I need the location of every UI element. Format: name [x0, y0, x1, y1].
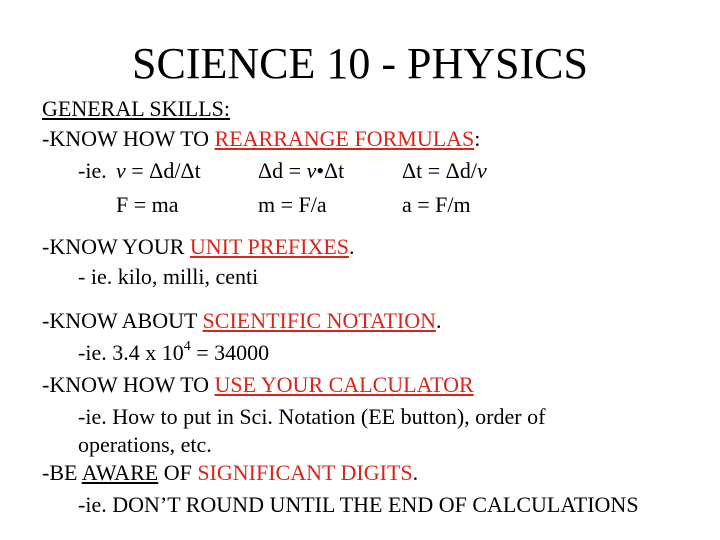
calculator-example-line1: -ie. How to put in Sci. Notation (EE button), order of — [78, 404, 546, 429]
scientific-notation-item — [42, 308, 442, 334]
formula-time-left: Δt = Δd/ — [402, 158, 477, 183]
digits-suffix: . — [412, 460, 419, 485]
unit-prefixes-example: - ie. kilo, milli, centi — [78, 264, 259, 289]
formula-distance-rest: •Δt — [316, 158, 345, 183]
digits-aware: AWARE — [81, 460, 159, 485]
scientific-example-rest: = 34000 — [190, 340, 270, 365]
formula-mass: m = F/a — [258, 192, 327, 217]
significant-digits-example: -ie. DON’T ROUND UNTIL THE END OF CALCULATIONS — [78, 492, 639, 517]
significant-digits-item — [42, 460, 418, 486]
formula-distance-v: v — [306, 158, 317, 183]
rearrange-highlight: REARRANGE FORMULAS — [214, 126, 475, 151]
digits-highlight: SIGNIFICANT DIGITS — [197, 460, 413, 485]
formula-velocity-rest: = Δd/Δt — [125, 158, 201, 183]
calculator-example-line2: operations, etc. — [78, 432, 212, 457]
rearrange-formulas-item — [42, 126, 480, 152]
unit-prefixes-item — [42, 234, 355, 260]
rearrange-prefix: -KNOW HOW TO — [42, 126, 215, 151]
rearrange-suffix: : — [474, 126, 481, 151]
rearrange-ie-label: -ie. — [78, 158, 107, 183]
formula-distance — [258, 158, 344, 184]
formula-force: F = ma — [116, 192, 179, 217]
formula-velocity — [116, 158, 201, 184]
formula-time-v: v — [476, 158, 487, 183]
scientific-suffix: . — [436, 308, 442, 333]
calculator-prefix: -KNOW HOW TO — [42, 372, 215, 397]
calculator-item — [42, 372, 474, 398]
scientific-example-exponent: 4 — [183, 338, 191, 354]
formula-velocity-v: v — [116, 158, 126, 183]
general-skills-heading: GENERAL SKILLS: — [42, 96, 231, 121]
scientific-example-base: -ie. 3.4 x 10 — [78, 340, 184, 365]
slide-title: SCIENCE 10 - PHYSICS — [132, 39, 588, 88]
formula-time — [402, 158, 487, 184]
digits-prefix: -BE — [42, 460, 82, 485]
prefixes-suffix: . — [349, 234, 355, 259]
scientific-highlight: SCIENTIFIC NOTATION — [202, 308, 437, 333]
formula-distance-left: Δd = — [258, 158, 307, 183]
calculator-highlight: USE YOUR CALCULATOR — [214, 372, 474, 397]
prefixes-highlight: UNIT PREFIXES — [189, 234, 350, 259]
prefixes-prefix: -KNOW YOUR — [42, 234, 190, 259]
digits-middle: OF — [158, 460, 198, 485]
formula-acceleration: a = F/m — [402, 192, 471, 217]
scientific-notation-example — [78, 340, 269, 366]
scientific-prefix: -KNOW ABOUT — [42, 308, 203, 333]
